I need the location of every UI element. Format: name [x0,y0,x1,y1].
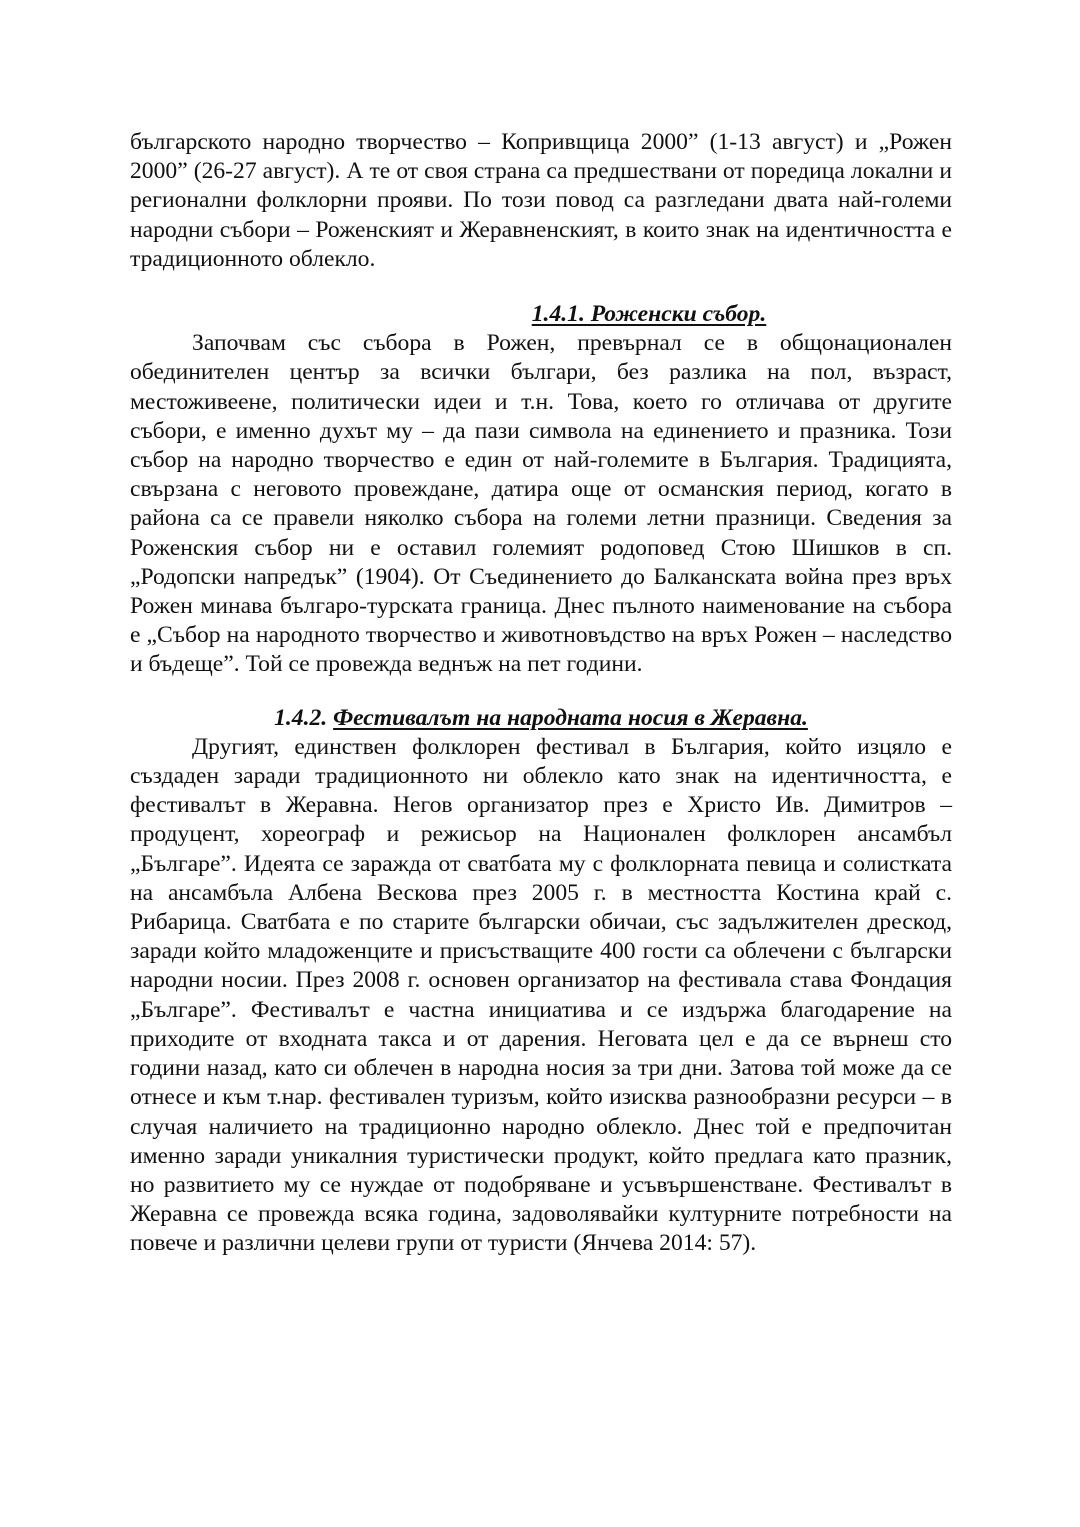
section-heading-zheravna-title: Фестивалът на народната носия в Жеравна. [333,704,808,731]
section-heading-rozhen [130,300,952,329]
section-paragraph-zheravna: Другият, единствен фолклорен фестивал в България, който изцяло е създаден заради традиционното ни облекло като знак на идентичността, е фестивалът в Жеравна. Негов организатор през е Христо Ив. Димитров – продуцент, хореограф и режисьор на Национален фолклорен ансамбъл „Българе”. Идеята се заражда от сватбата му с фолклорната певица и солистката на ансамбъла Албена Вескова през 2005 г. в местността Костина край с. Рибарица. Сватбата е по старите български обичаи, със задължителен дрескод, заради който младоженците и присъстващите 400 гости са облечени с български народни носии. През 2008 г. основен организатор на фестивала става Фондация „Българе”. Фестивалът е частна инициатива и се издържа благодарение на приходите от входната такса и от дарения. Неговата цел е да се върнеш сто години назад, като си облечен в народна носия за три дни. Затова той може да се отнесе и към т.нар. фестивален туризъм, който изисква разнообразни ресурси – в случая наличието на традиционно народно облекло. Днес той е предпочитан именно заради уникалния туристически продукт, който предлага като празник, но развитието му се нуждае от подобряване и усъвършенстване. Фестивалът в Жеравна се провежда всяка година, задоволявайки културните потребности на повече и различни целеви групи от туристи (Янчева 2014: 57). [130,733,952,1257]
section-heading-rozhen-text: 1.4.1. Роженски събор. [531,301,767,328]
section-heading-zheravna-number: 1.4.2. [274,704,328,731]
section-heading-zheravna [130,704,952,733]
section-paragraph-rozhen: Започвам със събора в Рожен, превърнал се в общонационален обединителен център за всички българи, без разлика на пол, възраст, местоживеене, политически идеи и т.н. Това, което го отличава от другите събори, е именно духът му – да пази символа на единението и празника. Този събор на народно творчество е един от най-големите в България. Традицията, свързана с неговото провеждане, датира още от османския период, когато в района са се правели няколко събора на големи летни празници. Сведения за Роженския събор ни е оставил големият родоповед Стою Шишков в сп. „Родопски напредък” (1904). От Съединението до Балканската война през връх Рожен минава българо-турската граница. Днес пълното наименование на събора е „Събор на народното творчество и животновъдство на връх Рожен – наследство и бъдеще”. Той се провежда веднъж на пет години. [130,330,952,678]
intro-paragraph: българското народно творчество – Копривщица 2000” (1-13 август) и „Рожен 2000” (26-27 август). А те от своя страна са предшествани от поредица локални и регионални фолклорни прояви. По този повод са разгледани двата най-големи народни събори – Роженският и Жеравненският, в които знак на идентичността е традиционното облекло. [130,129,952,272]
document-page [130,128,952,1259]
